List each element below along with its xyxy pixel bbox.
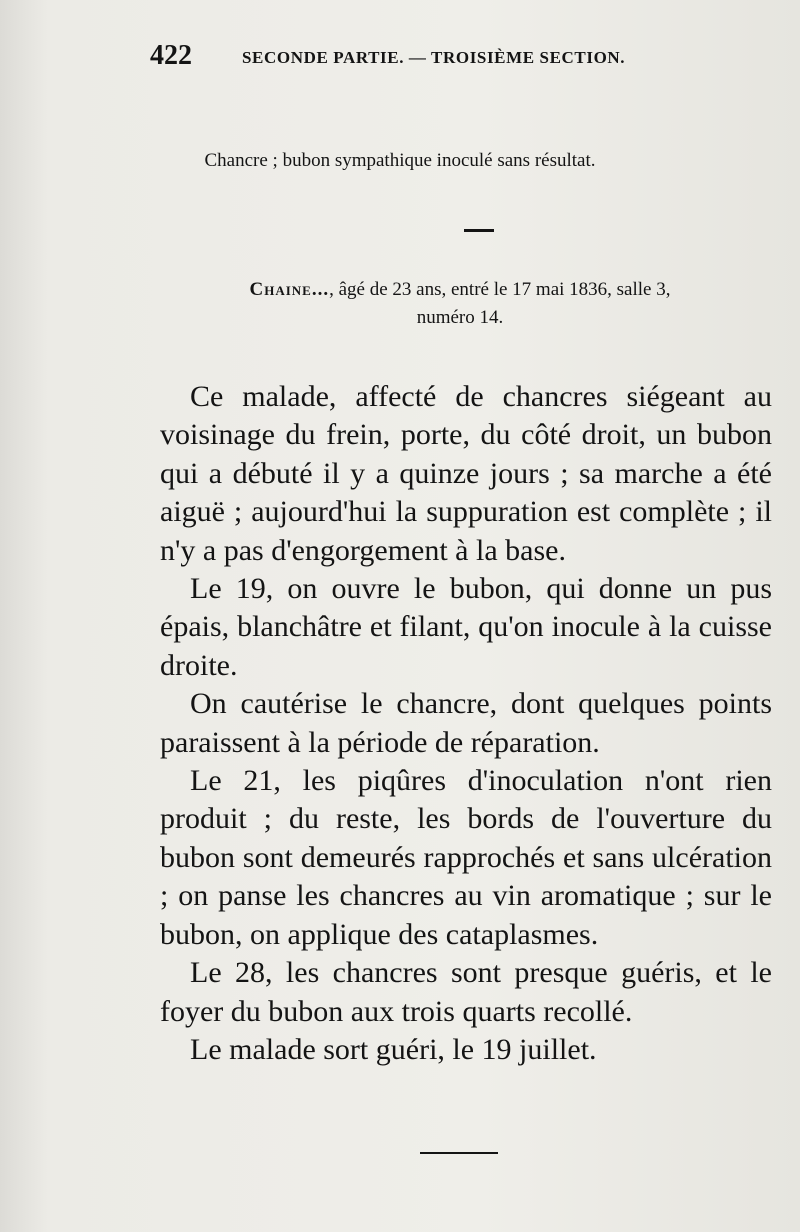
patient-details: , âgé de 23 ans, entré le 17 mai 1836, salle 3, [329, 279, 671, 300]
running-head: SECONDE PARTIE. — TROISIÈME SECTION. [242, 48, 626, 67]
page-header [150, 40, 690, 80]
paragraph: Ce malade, affecté de chancres siégeant au voisinage du frein, porte, du côté droit, un bubon qui a débuté il y a quinze jours ; sa marche a été aiguë ; aujourd'hui la suppuration est complète ; il n'y a pas d'engorgement à la base. [160, 380, 772, 567]
patient-name: Chaine... [249, 279, 330, 300]
patient-number: numéro 14. [416, 307, 504, 328]
page-number: 422 [150, 40, 192, 71]
title-dash-separator [464, 229, 494, 232]
paragraph: Le malade sort guéri, le 19 juillet. [190, 1032, 597, 1066]
paragraph: Le 19, on ouvre le bubon, qui donne un pus épais, blanchâtre et filant, qu'on inocule à la cuisse droite. [160, 572, 772, 682]
case-body [160, 378, 772, 1069]
paragraph: Le 21, les piqûres d'inoculation n'ont rien produit ; du reste, les bords de l'ouverture du bubon sont demeurés rapprochés et sans ulcération ; on panse les chancres au vin aromatique ; sur le bubon, on applique des cataplasmes. [160, 764, 772, 951]
case-title: Chancre ; bubon sympathique inoculé sans résultat. [204, 150, 596, 171]
paragraph: Le 28, les chancres sont presque guéris, et le foyer du bubon aux trois quarts recollé. [160, 956, 772, 1028]
end-rule [420, 1152, 498, 1154]
patient-line [160, 276, 760, 332]
paragraph: On cautérise le chancre, dont quelques points paraissent à la période de réparation. [160, 687, 772, 759]
